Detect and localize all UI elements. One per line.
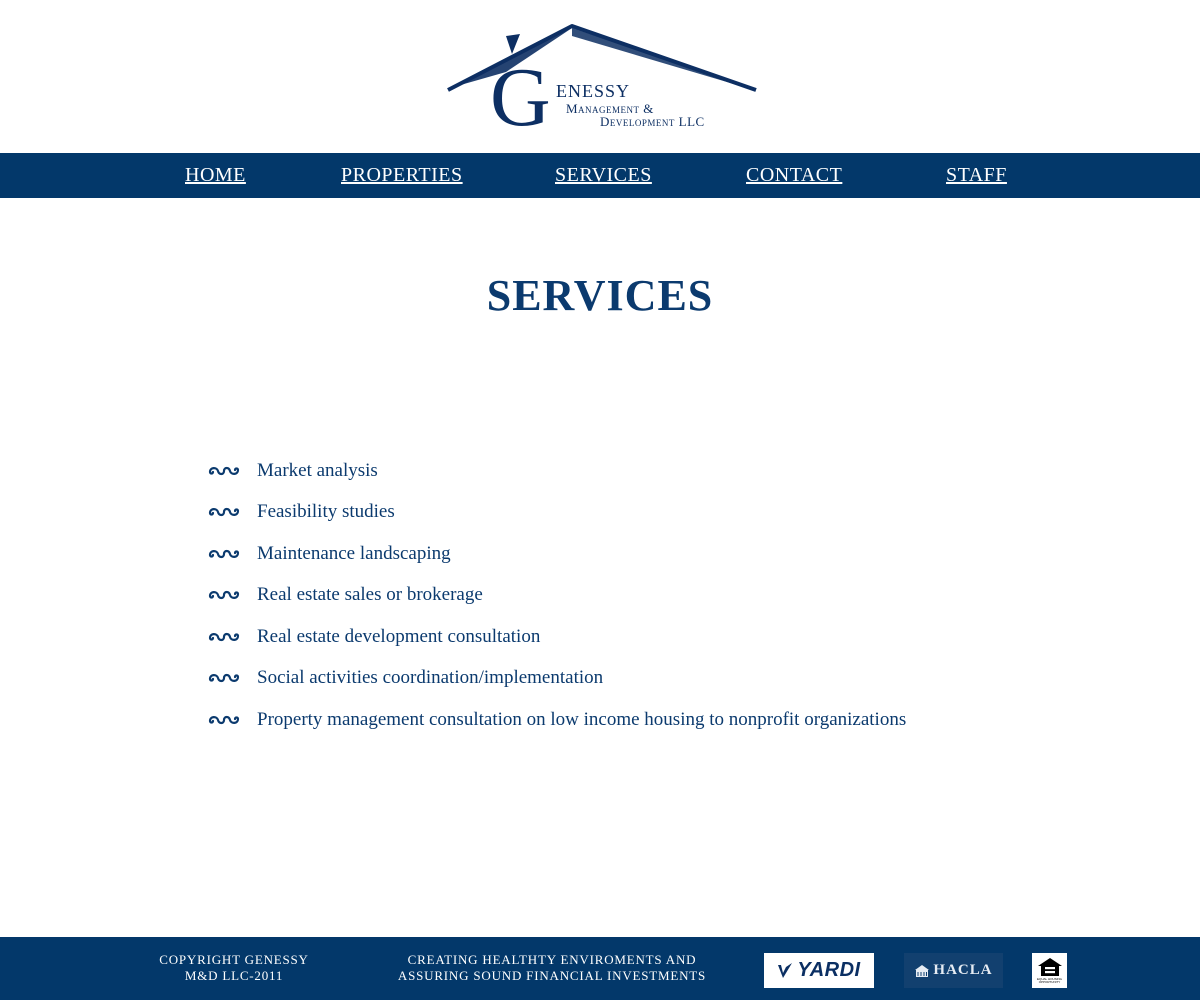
service-label: Real estate sales or brokerage (257, 584, 483, 606)
equal-housing-icon (1037, 957, 1063, 977)
list-item (208, 575, 906, 617)
scroll-ornament-icon (208, 547, 240, 561)
list-item (208, 492, 906, 534)
list-item (208, 699, 906, 741)
nav-properties-link[interactable]: PROPERTIES (341, 164, 463, 186)
company-logo[interactable] (446, 22, 758, 144)
service-label: Feasibility studies (257, 501, 395, 523)
footer (0, 937, 1200, 1000)
scroll-ornament-icon (208, 505, 240, 519)
yardi-wordmark: YARDI (797, 959, 861, 981)
equal-housing-logo[interactable] (1032, 953, 1067, 988)
footer-copyright: COPYRIGHT GENESSY M&D LLC-2011 (159, 952, 309, 983)
list-item (208, 533, 906, 575)
main-navigation (0, 153, 1200, 198)
page-title: SERVICES (486, 271, 714, 320)
hacla-logo[interactable] (904, 953, 1003, 988)
nav-services-link[interactable]: SERVICES (555, 164, 652, 186)
list-item (208, 616, 906, 658)
logo-name: enessy (556, 74, 631, 103)
scroll-ornament-icon (208, 713, 240, 727)
list-item (208, 658, 906, 700)
scroll-ornament-icon (208, 630, 240, 644)
service-label: Real estate development consultation (257, 625, 541, 647)
nav-contact-link[interactable]: CONTACT (746, 164, 843, 186)
building-icon (914, 964, 930, 978)
nav-home-link[interactable]: HOME (185, 164, 246, 186)
list-item (208, 450, 906, 492)
logo-subtitle-line2: Development LLC (600, 114, 705, 129)
service-label: Market analysis (257, 459, 378, 481)
service-label: Property management consultation on low income housing to nonprofit organizations (257, 708, 907, 730)
logo-subtitle-line1: Management & (566, 101, 654, 116)
yardi-logo[interactable] (764, 953, 874, 988)
scroll-ornament-icon (208, 588, 240, 602)
scroll-ornament-icon (208, 671, 240, 685)
logo-initial: G (490, 51, 551, 144)
hacla-wordmark: HACLA (933, 962, 993, 978)
service-label: Maintenance landscaping (257, 542, 451, 564)
service-label: Social activities coordination/implementation (257, 667, 604, 689)
equal-housing-caption: EQUAL HOUSING OPPORTUNITY (1037, 977, 1062, 984)
services-list (208, 450, 906, 741)
footer-tagline: CREATING HEALTHTY ENVIROMENTS AND ASSURING SOUND FINANCIAL INVESTMENTS (397, 952, 707, 983)
scroll-ornament-icon (208, 464, 240, 478)
yardi-check-icon (777, 962, 793, 980)
nav-staff-link[interactable]: STAFF (946, 164, 1007, 186)
